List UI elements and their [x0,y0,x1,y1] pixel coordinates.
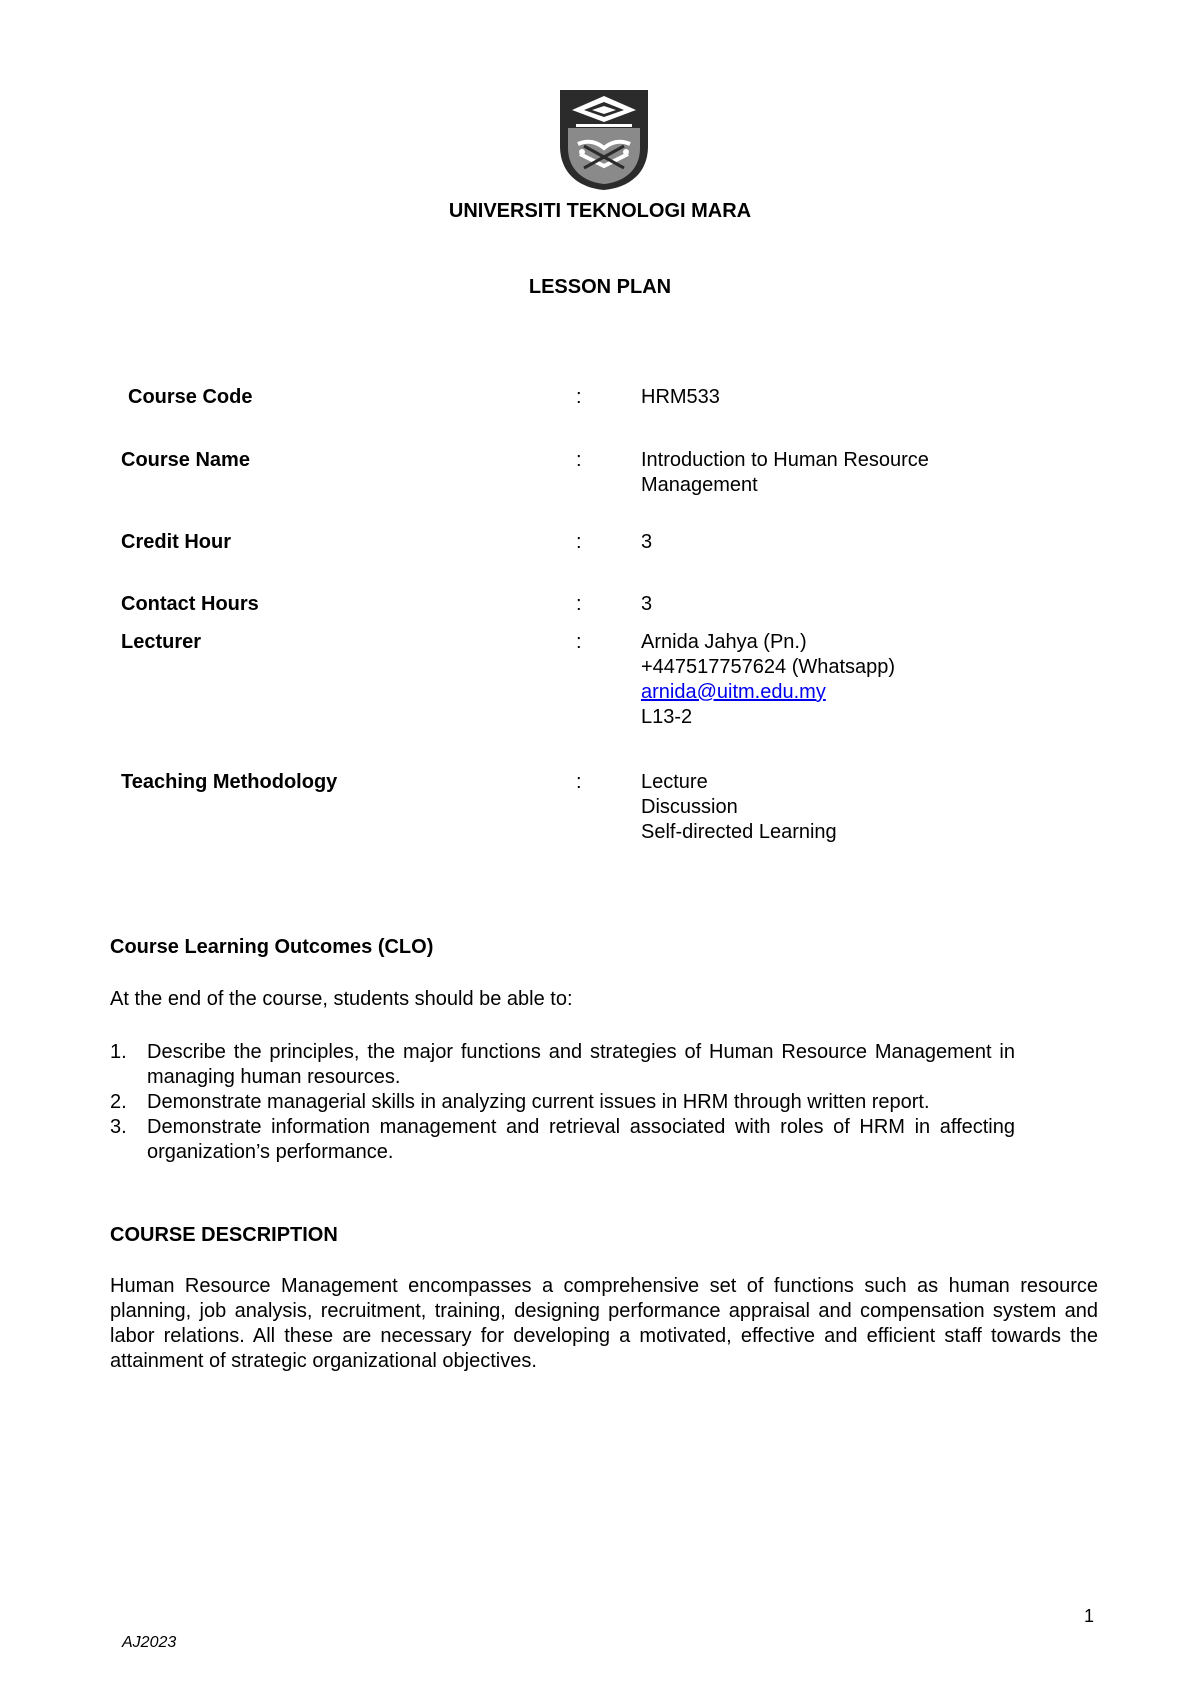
value-line: 3 [641,531,653,553]
value-line: HRM533 [641,386,720,408]
contact-hours-value [641,592,1021,617]
value-line: Self-directed Learning [641,821,837,843]
separator: : [576,449,582,471]
list-text: Describe the principles, the major functions and strategies of Human Resource Management in managing human resources. [147,1041,1015,1088]
course-description-heading: COURSE DESCRIPTION [110,1224,338,1246]
separator: : [576,631,582,653]
list-text: Demonstrate information management and retrieval associated with roles of HRM in affecting organization’s performance. [147,1116,1015,1163]
list-item [110,1090,1015,1115]
value-line: 3 [641,593,653,615]
list-item [110,1115,1015,1165]
list-number: 2. [110,1091,127,1113]
value-line: Introduction to Human Resource [641,449,929,471]
lecturer-phone: +447517757624 (Whatsapp) [641,656,896,678]
lecturer-value [641,630,1021,730]
value-line: Discussion [641,796,738,818]
course-description-text: Human Resource Management encompasses a comprehensive set of functions such as human resource planning, job analysis, recruitment, training, designing performance appraisal and compensation system and labor relations. All these are necessary for developing a motivated, effective and efficient staff towards the attainment of strategic organizational objectives. [110,1275,1098,1372]
separator: : [576,593,582,615]
list-number: 1. [110,1041,127,1063]
clo-heading: Course Learning Outcomes (CLO) [110,936,434,958]
clo-list [110,1040,1015,1165]
course-name-value [641,448,1021,498]
separator: : [576,771,582,793]
credit-hour-value [641,530,1021,555]
university-name: UNIVERSITI TEKNOLOGI MARA [448,200,752,222]
footer-mark: AJ2023 [122,1634,177,1651]
credit-hour-label: Credit Hour [121,531,231,553]
value-line: Lecture [641,771,708,793]
course-code-label: Course Code [128,386,253,408]
separator: : [576,386,582,408]
contact-hours-label: Contact Hours [121,593,259,615]
university-logo-icon [558,88,650,192]
teaching-methodology-label: Teaching Methodology [121,771,338,793]
list-number: 3. [110,1116,127,1138]
lecturer-name: Arnida Jahya (Pn.) [641,631,807,653]
course-code-value [641,385,1021,410]
clo-intro: At the end of the course, students should be able to: [110,988,573,1010]
document-title: LESSON PLAN [528,276,672,298]
lecturer-room: L13-2 [641,706,693,728]
value-line: Management [641,474,758,496]
lecturer-label: Lecturer [121,631,202,653]
page-number: 1 [1084,1606,1095,1626]
course-name-label: Course Name [121,449,250,471]
teaching-methodology-value [641,770,1021,845]
list-item [110,1040,1015,1090]
lecturer-email-link[interactable]: arnida@uitm.edu.my [641,681,826,703]
separator: : [576,531,582,553]
list-text: Demonstrate managerial skills in analyzing current issues in HRM through written report. [147,1091,930,1113]
